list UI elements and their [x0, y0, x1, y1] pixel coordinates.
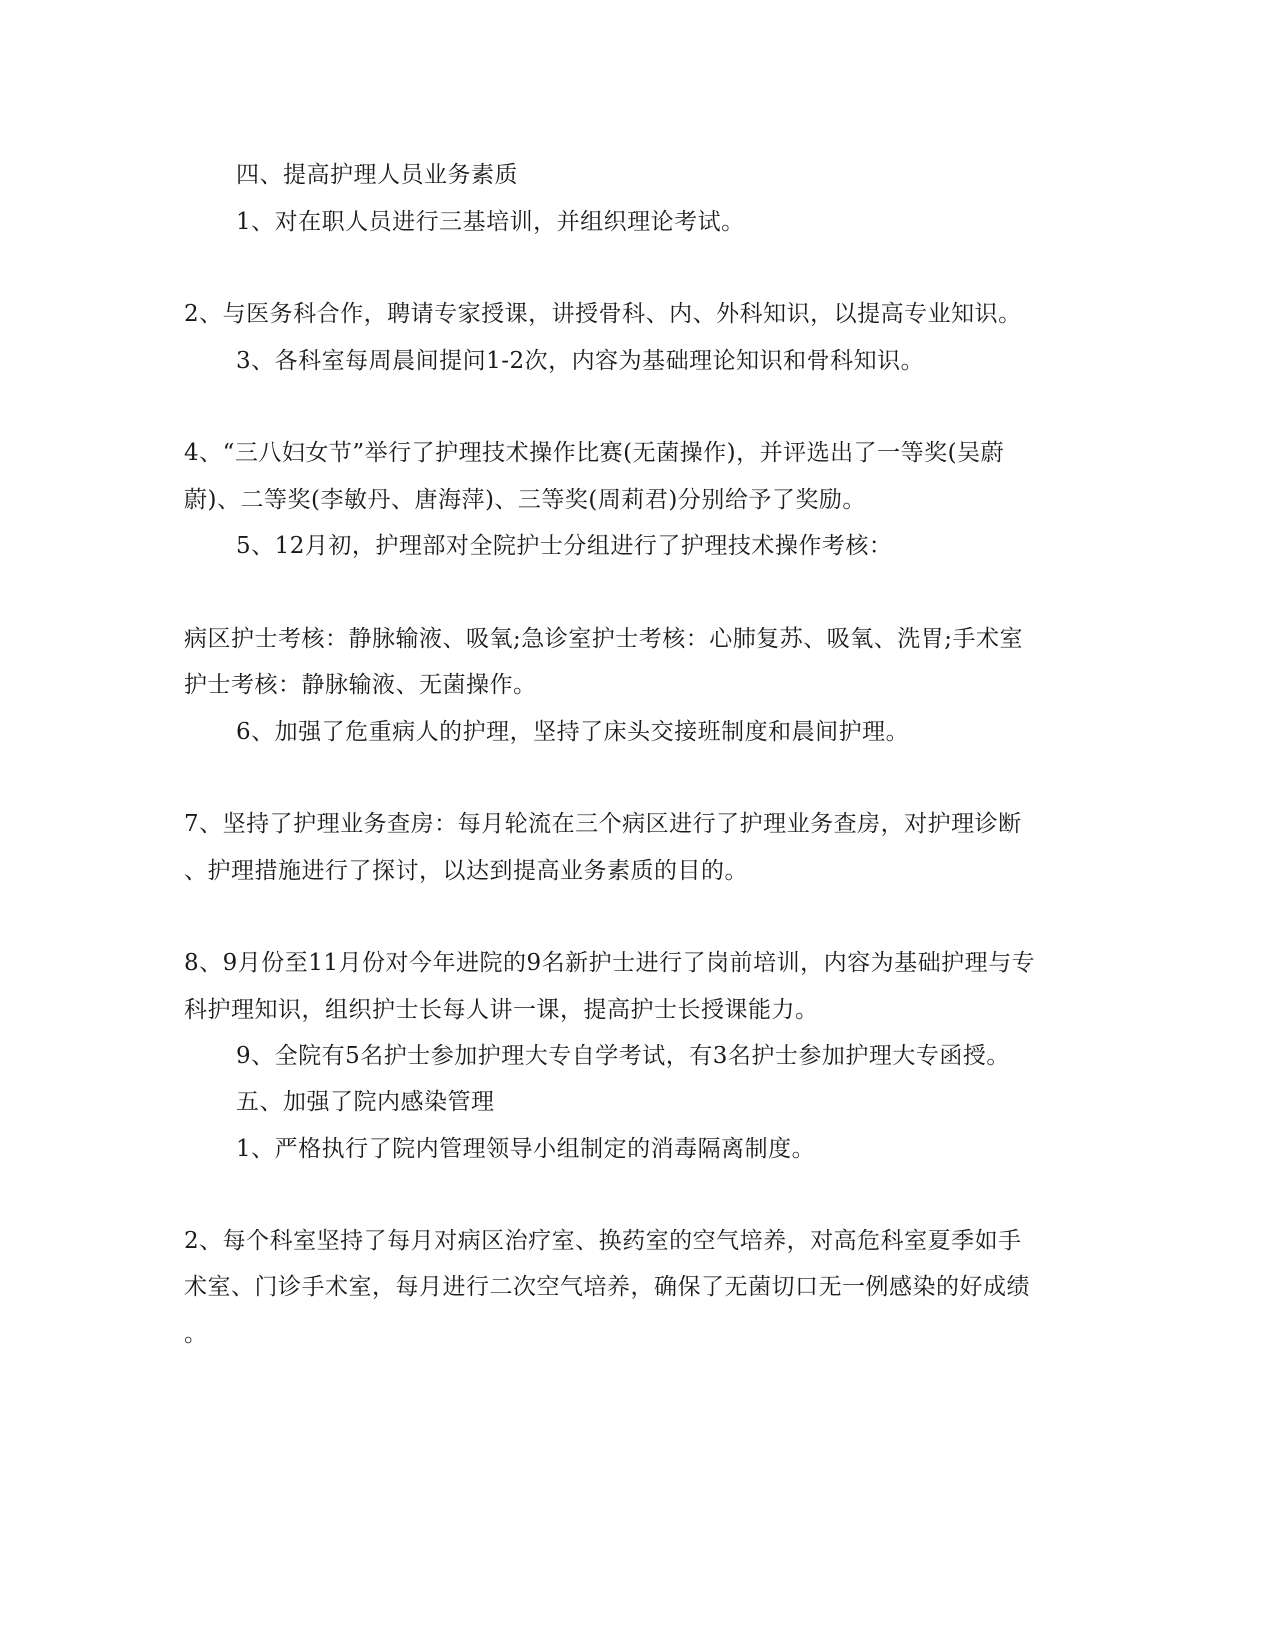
paragraph-line: 病区护士考核：静脉输液、吸氧;急诊室护士考核：心肺复苏、吸氧、洗胃;手术室 — [184, 626, 1023, 652]
paragraph-line: 蔚)、二等奖(李敏丹、唐海萍)、三等奖(周莉君)分别给予了奖励。 — [184, 487, 866, 513]
paragraph-line: 1、严格执行了院内管理领导小组制定的消毒隔离制度。 — [236, 1136, 816, 1162]
paragraph-line: 1、对在职人员进行三基培训，并组织理论考试。 — [236, 209, 745, 235]
paragraph-line: 4、“三八妇女节”举行了护理技术操作比赛(无菌操作)，并评选出了一等奖(吴蔚 — [184, 440, 1005, 466]
section-heading-4: 四、提高护理人员业务素质 — [236, 162, 518, 188]
section-heading-5: 五、加强了院内感染管理 — [236, 1089, 495, 1115]
paragraph-line: 护士考核：静脉输液、无菌操作。 — [184, 672, 537, 698]
paragraph-line: 2、与医务科合作，聘请专家授课，讲授骨科、内、外科知识，以提高专业知识。 — [184, 301, 1022, 327]
paragraph-line: 9、全院有5名护士参加护理大专自学考试，有3名护士参加护理大专函授。 — [236, 1043, 1010, 1069]
paragraph-line: 。 — [184, 1321, 208, 1347]
paragraph-line: 6、加强了危重病人的护理，坚持了床头交接班制度和晨间护理。 — [236, 719, 910, 745]
paragraph-line: 2、每个科室坚持了每月对病区治疗室、换药室的空气培养，对高危科室夏季如手 — [184, 1228, 1022, 1254]
paragraph-line: 7、坚持了护理业务查房：每月轮流在三个病区进行了护理业务查房，对护理诊断 — [184, 811, 1022, 837]
paragraph-line: 3、各科室每周晨间提问1-2次，内容为基础理论知识和骨科知识。 — [236, 348, 925, 374]
paragraph-line: 8、9月份至11月份对今年进院的9名新护士进行了岗前培训，内容为基础护理与专 — [184, 950, 1036, 976]
paragraph-line: 科护理知识，组织护士长每人讲一课，提高护士长授课能力。 — [184, 997, 819, 1023]
paragraph-line: 、护理措施进行了探讨，以达到提高业务素质的目的。 — [184, 858, 748, 884]
paragraph-line: 术室、门诊手术室，每月进行二次空气培养，确保了无菌切口无一例感染的好成绩 — [184, 1274, 1030, 1300]
paragraph-line: 5、12月初，护理部对全院护士分组进行了护理技术操作考核： — [236, 533, 893, 559]
